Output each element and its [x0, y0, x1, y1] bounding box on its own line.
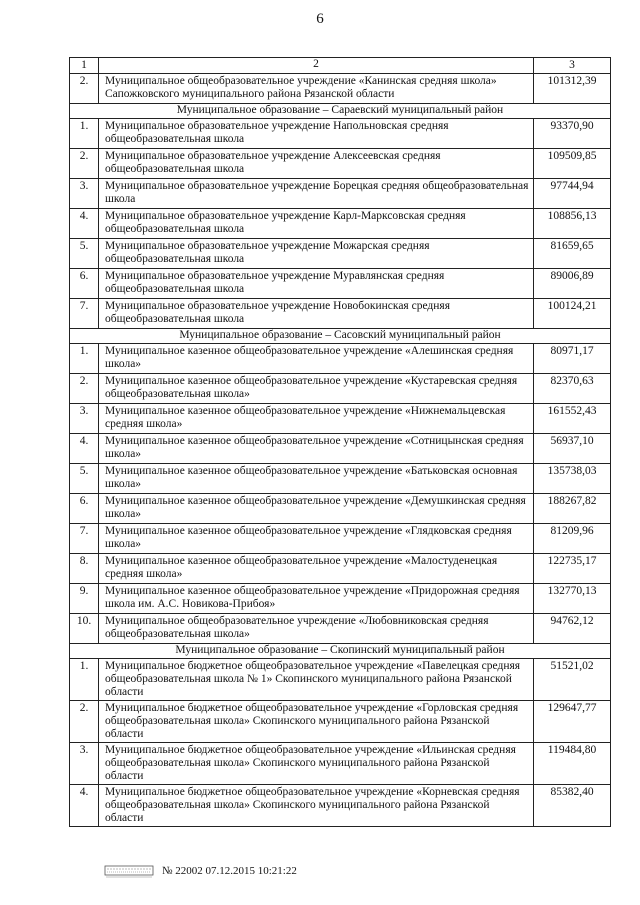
institution-name: Муниципальное общеобразовательное учреждение «Канинская средняя школа» Сапожковского муниципального района Рязанской области [99, 74, 534, 104]
amount-value: 81659,65 [534, 239, 611, 269]
amount-value: 132770,13 [534, 584, 611, 614]
row-number: 6. [70, 269, 99, 299]
table-row [70, 701, 611, 743]
institution-name: Муниципальное казенное общеобразовательное учреждение «Демушкинская средняя школа» [99, 494, 534, 524]
row-number: 1. [70, 344, 99, 374]
table-row [70, 785, 611, 827]
amount-value: 94762,12 [534, 614, 611, 644]
row-number: 4. [70, 785, 99, 827]
row-number: 3. [70, 179, 99, 209]
table-row [70, 494, 611, 524]
institution-name: Муниципальное образовательное учреждение Карл-Марксовская средняя общеобразовательная школа [99, 209, 534, 239]
institution-name: Муниципальное общеобразовательное учреждение «Любовниковская средняя общеобразовательная школа» [99, 614, 534, 644]
amount-value: 100124,21 [534, 299, 611, 329]
amount-value: 119484,80 [534, 743, 611, 785]
table-row [70, 659, 611, 701]
header-col-2: 2 [99, 58, 534, 74]
amount-value: 161552,43 [534, 404, 611, 434]
amount-value: 81209,96 [534, 524, 611, 554]
table-row [70, 374, 611, 404]
section-title: Муниципальное образование – Скопинский муниципальный район [70, 644, 611, 659]
institution-name: Муниципальное казенное общеобразовательное учреждение «Сотницынская средняя школа» [99, 434, 534, 464]
table-row [70, 209, 611, 239]
amount-value: 122735,17 [534, 554, 611, 584]
amount-value: 56937,10 [534, 434, 611, 464]
row-number: 7. [70, 524, 99, 554]
amount-value: 51521,02 [534, 659, 611, 701]
header-col-3: 3 [534, 58, 611, 74]
section-header-row [70, 329, 611, 344]
amount-value: 93370,90 [534, 119, 611, 149]
table-row [70, 434, 611, 464]
institution-name: Муниципальное казенное общеобразовательное учреждение «Придорожная средняя школа им. А.С. Новикова-Прибоя» [99, 584, 534, 614]
table-row [70, 743, 611, 785]
registration-stamp-text: № 22002 07.12.2015 10:21:22 [162, 865, 297, 877]
table-row [70, 614, 611, 644]
row-number: 3. [70, 743, 99, 785]
document-stamp [104, 863, 297, 879]
institution-name: Муниципальное казенное общеобразовательное учреждение «Малостуденецкая средняя школа» [99, 554, 534, 584]
amount-value: 97744,94 [534, 179, 611, 209]
page-number: 6 [316, 11, 324, 27]
amount-value: 101312,39 [534, 74, 611, 104]
amount-value: 89006,89 [534, 269, 611, 299]
amount-value: 80971,17 [534, 344, 611, 374]
row-number: 3. [70, 404, 99, 434]
row-number: 5. [70, 239, 99, 269]
amount-value: 108856,13 [534, 209, 611, 239]
table-row [70, 464, 611, 494]
row-number: 2. [70, 374, 99, 404]
row-number: 8. [70, 554, 99, 584]
table-row [70, 74, 611, 104]
institution-name: Муниципальное бюджетное общеобразовательное учреждение «Корневская средняя общеобразовательная школа» Скопинского муниципального района Рязанской области [99, 785, 534, 827]
row-number: 2. [70, 701, 99, 743]
row-number: 5. [70, 464, 99, 494]
section-header-row [70, 104, 611, 119]
row-number: 2. [70, 149, 99, 179]
row-number: 6. [70, 494, 99, 524]
table-row [70, 584, 611, 614]
amount-value: 135738,03 [534, 464, 611, 494]
table-row [70, 554, 611, 584]
table-row [70, 149, 611, 179]
institution-name: Муниципальное образовательное учреждение Напольновская средняя общеобразовательная школа [99, 119, 534, 149]
row-number: 10. [70, 614, 99, 644]
institution-name: Муниципальное бюджетное общеобразовательное учреждение «Павелецкая средняя общеобразовательная школа № 1» Скопинского муниципального района Рязанской области [99, 659, 534, 701]
institution-name: Муниципальное казенное общеобразовательное учреждение «Батьковская основная школа» [99, 464, 534, 494]
institution-name: Муниципальное образовательное учреждение Муравлянская средняя общеобразовательная школа [99, 269, 534, 299]
institution-name: Муниципальное образовательное учреждение Борецкая средняя общеобразовательная школа [99, 179, 534, 209]
table-row [70, 404, 611, 434]
table-row [70, 119, 611, 149]
institution-name: Муниципальное образовательное учреждение Можарская средняя общеобразовательная школа [99, 239, 534, 269]
amount-value: 109509,85 [534, 149, 611, 179]
table-row [70, 344, 611, 374]
amount-value: 82370,63 [534, 374, 611, 404]
row-number: 4. [70, 209, 99, 239]
row-number: 2. [70, 74, 99, 104]
row-number: 9. [70, 584, 99, 614]
table-row [70, 179, 611, 209]
section-title: Муниципальное образование – Сараевский муниципальный район [70, 104, 611, 119]
table-row [70, 299, 611, 329]
institution-name: Муниципальное бюджетное общеобразовательное учреждение «Ильинская средняя общеобразовательная школа» Скопинского муниципального района Рязанской области [99, 743, 534, 785]
amount-value: 129647,77 [534, 701, 611, 743]
table-row [70, 269, 611, 299]
table-row [70, 239, 611, 269]
table-header-row [70, 58, 611, 74]
row-number: 4. [70, 434, 99, 464]
table-body [70, 58, 611, 827]
registry-logo-icon [104, 863, 154, 879]
table-row [70, 524, 611, 554]
row-number: 1. [70, 659, 99, 701]
header-col-1: 1 [70, 58, 99, 74]
section-header-row [70, 644, 611, 659]
section-title: Муниципальное образование – Сасовский муниципальный район [70, 329, 611, 344]
amount-value: 85382,40 [534, 785, 611, 827]
institution-name: Муниципальное казенное общеобразовательное учреждение «Нижнемальцевская средняя школа» [99, 404, 534, 434]
institution-name: Муниципальное образовательное учреждение Новобокинская средняя общеобразовательная школа [99, 299, 534, 329]
institution-name: Муниципальное образовательное учреждение Алексеевская средняя общеобразовательная школа [99, 149, 534, 179]
institution-name: Муниципальное бюджетное общеобразовательное учреждение «Горловская средняя общеобразовательная школа» Скопинского муниципального района Рязанской области [99, 701, 534, 743]
funding-table [69, 57, 611, 827]
institution-name: Муниципальное казенное общеобразовательное учреждение «Глядковская средняя школа» [99, 524, 534, 554]
row-number: 7. [70, 299, 99, 329]
amount-value: 188267,82 [534, 494, 611, 524]
row-number: 1. [70, 119, 99, 149]
institution-name: Муниципальное казенное общеобразовательное учреждение «Кустаревская средняя общеобразовательная школа» [99, 374, 534, 404]
institution-name: Муниципальное казенное общеобразовательное учреждение «Алешинская средняя школа» [99, 344, 534, 374]
